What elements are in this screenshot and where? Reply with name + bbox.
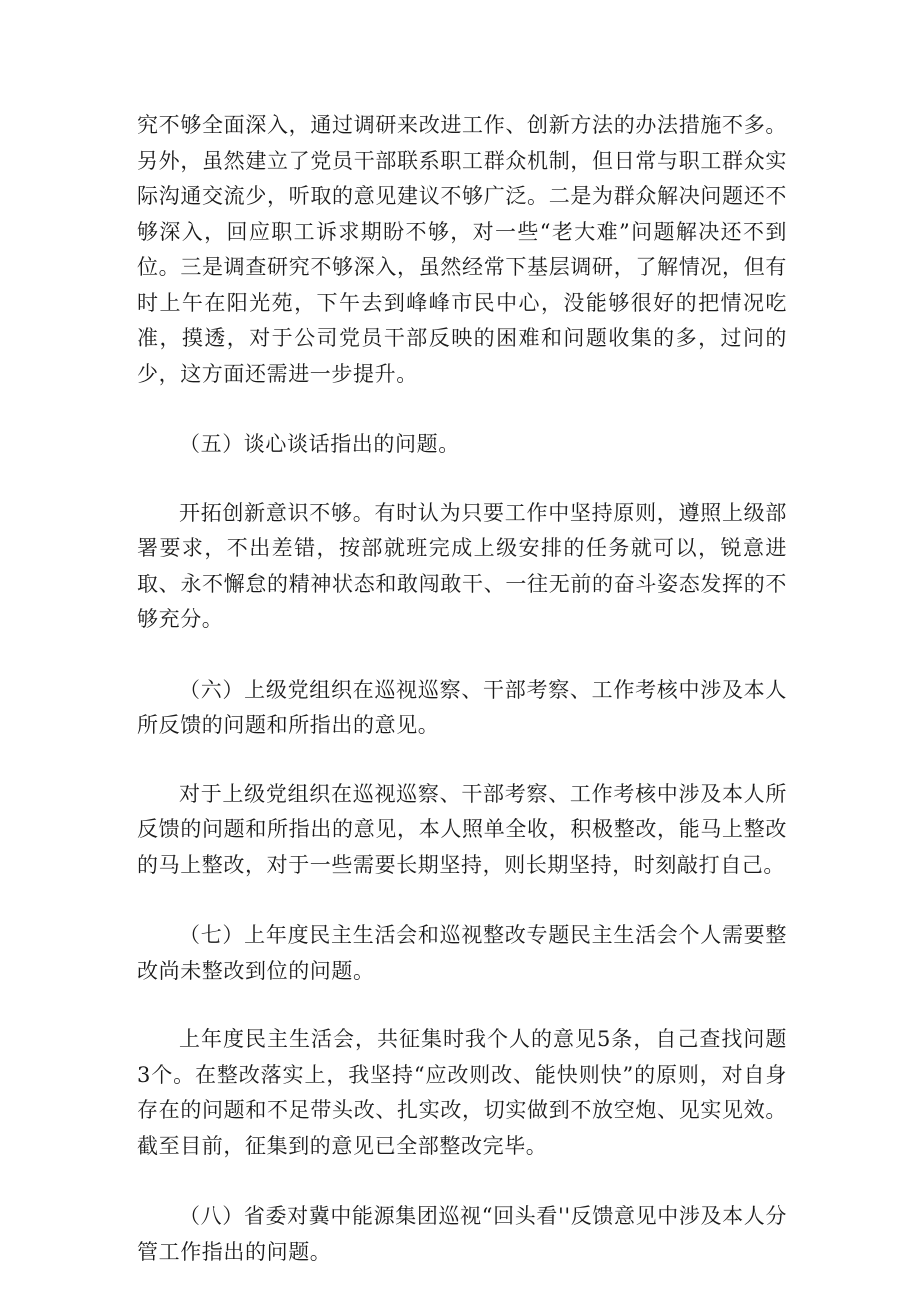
section-heading-7: （七）上年度民主生活会和巡视整改专题民主生活会个人需要整改尚未整改到位的问题。 — [137, 923, 787, 983]
section-heading-6: （六）上级党组织在巡视巡察、干部考察、工作考核中涉及本人所反馈的问题和所指出的意见。 — [137, 677, 787, 737]
paragraph-section-5: 开拓创新意识不够。有时认为只要工作中坚持原则，遵照上级部署要求，不出差错，按部就班完成上级安排的任务就可以，锐意进取、永不懈怠的精神状态和敢闯敢干、一往无前的奋斗姿态发挥的不够充分。 — [137, 500, 787, 631]
paragraph-continued-analysis: 究不够全面深入，通过调研来改进工作、创新方法的办法措施不多。另外，虽然建立了党员干部联系职工群众机制，但日常与职工群众实际沟通交流少，听取的意见建议不够广泛。二是为群众解决问题还不够深入，回应职工诉求期盼不够，对一些“老大难”问题解决还不到位。三是调查研究不够深入，虽然经常下基层调研，了解情况，但有时上午在阳光苑，下午去到峰峰市民中心，没能够很好的把情况吃准，摸透，对于公司党员干部反映的困难和问题收集的多，过问的少，这方面还需进一步提升。 — [137, 113, 787, 386]
section-heading-5: （五）谈心谈话指出的问题。 — [179, 432, 460, 456]
section-heading-8: （八）省委对冀中能源集团巡视“回头看''反馈意见中涉及本人分管工作指出的问题。 — [137, 1204, 787, 1264]
document-body — [137, 108, 787, 1270]
paragraph-section-6: 对于上级党组织在巡视巡察、干部考察、工作考核中涉及本人所反馈的问题和所指出的意见，本人照单全收，积极整改，能马上整改的马上整改，对于一些需要长期坚持，则长期坚持，时刻敲打自己。 — [137, 781, 787, 877]
paragraph-section-7: 上年度民主生活会，共征集时我个人的意见5条，自己查找问题3个。在整改落实上，我坚持“应改则改、能快则快”的原则，对自身存在的问题和不足带头改、扎实改，切实做到不放空炮、见实见效。截至目前，征集到的意见已全部整改完毕。 — [137, 1027, 787, 1158]
